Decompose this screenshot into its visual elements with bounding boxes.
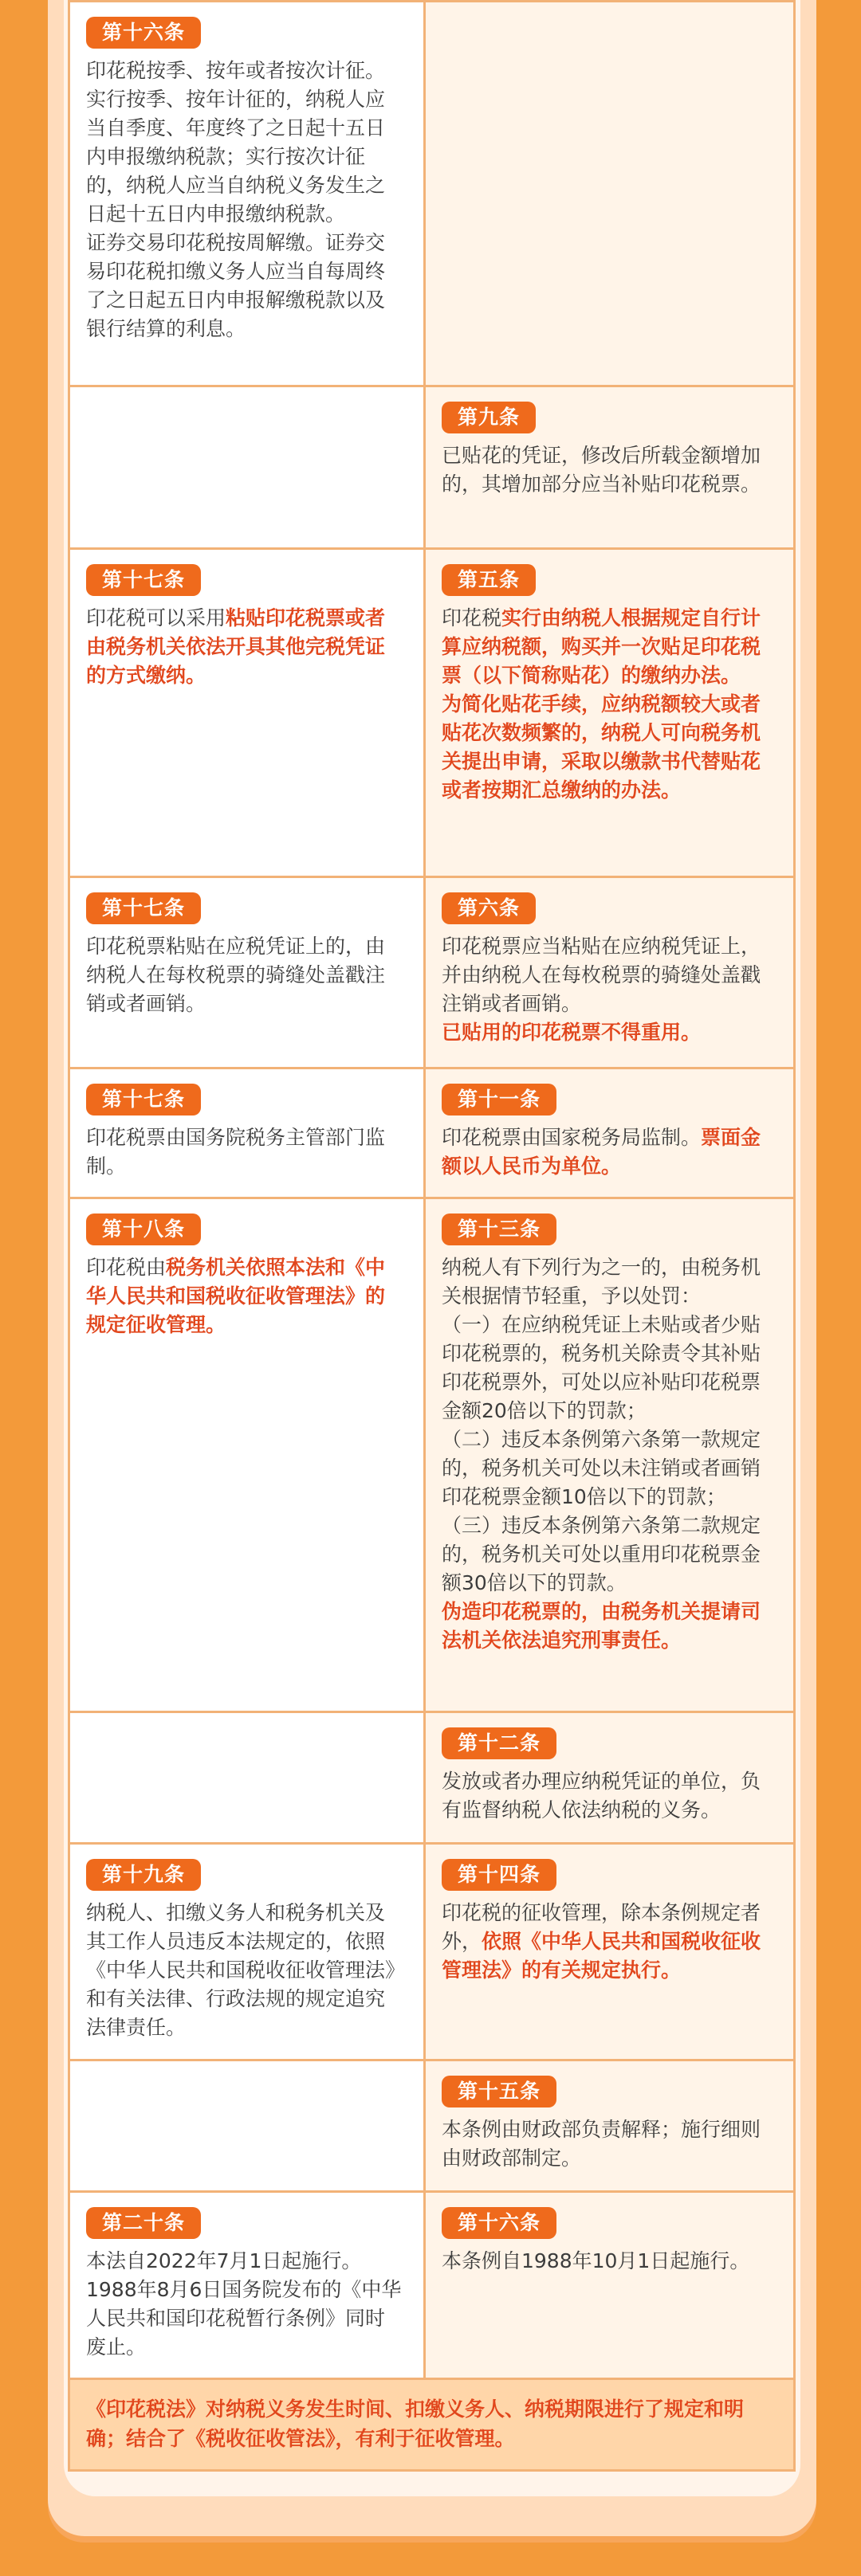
text-plain: 印花税的征收管理，除本条例规定者外， bbox=[442, 1901, 761, 1953]
summary-note: 《印花税法》对纳税义务发生时间、扣缴义务人、纳税期限进行了规定和明确；结合了《税收征收管法》，有利于征收管理。 bbox=[69, 2379, 795, 2471]
text-highlight: 依照《中华人民共和国税收征收管理法》的有关规定执行。 bbox=[442, 1930, 761, 1982]
old-regulation-cell bbox=[425, 1844, 795, 2060]
article-text: 已贴花的凭证，修改后所载金额增加的，其增加部分应当补贴印花税票。 bbox=[442, 444, 761, 496]
text-plain: 印花税由 bbox=[86, 1256, 167, 1279]
new-law-cell bbox=[69, 1068, 425, 1198]
article-text: 纳税人有下列行为之一的，由税务机关根据情节轻重，予以处罚： bbox=[442, 1256, 761, 1308]
text-highlight: 粘贴印花税票或者由税务机关依法开具其他完税凭证的方式缴纳。 bbox=[86, 606, 386, 687]
article-text: 本法自2022年7月1日起施行。1988年8月6日国务院发布的《中华人民共和国印花税暂行条例》同时废止。 bbox=[86, 2249, 402, 2358]
summary-row bbox=[69, 2379, 795, 2471]
article-badge: 第九条 bbox=[442, 402, 536, 433]
article-text bbox=[442, 1899, 774, 1985]
article-text: 印花税票应当粘贴在应纳税凭证上，并由纳税人在每枚税票的骑缝处盖戳注销或者画销。 bbox=[442, 935, 761, 1015]
old-regulation-cell bbox=[425, 2, 795, 386]
text-plain: 印花税可以采用 bbox=[86, 606, 226, 629]
article-badge: 第十七条 bbox=[86, 1084, 201, 1115]
table-row bbox=[69, 1198, 795, 1712]
article-badge: 第十一条 bbox=[442, 1084, 556, 1115]
old-regulation-cell bbox=[425, 386, 795, 549]
article-text bbox=[86, 604, 404, 690]
article-badge: 第十五条 bbox=[442, 2076, 556, 2107]
table-row bbox=[69, 1844, 795, 2060]
article-text bbox=[86, 1253, 404, 1339]
article-text: 证券交易印花税按周解缴。证券交易印花税扣缴义务人应当自每周终了之日起五日内申报解缴税款以及银行结算的利息。 bbox=[86, 231, 386, 340]
article-text: 印花税按季、按年或者按次计征。实行按季、按年计征的，纳税人应当自季度、年度终了之日起十五日内申报缴纳税款；实行按次计征的，纳税人应当自纳税义务发生之日起十五日内申报缴纳税款。 bbox=[86, 59, 386, 225]
article-badge: 第十九条 bbox=[86, 1859, 201, 1891]
table-row bbox=[69, 2192, 795, 2379]
old-regulation-cell bbox=[425, 1712, 795, 1844]
text-highlight: 伪造印花税票的，由税务机关提请司法机关依法追究刑事责任。 bbox=[442, 1600, 761, 1652]
new-law-cell bbox=[69, 2, 425, 386]
text-plain: 印花税票由国家税务局监制。 bbox=[442, 1126, 702, 1149]
article-text: （一）在应纳税凭证上未贴或者少贴印花税票的，税务机关除责令其补贴印花税票外，可处以应补贴印花税票金额20倍以下的罚款； bbox=[442, 1313, 761, 1422]
old-regulation-cell bbox=[425, 1198, 795, 1712]
new-law-cell bbox=[69, 2192, 425, 2379]
article-text bbox=[442, 1123, 774, 1181]
table-row bbox=[69, 2060, 795, 2192]
old-regulation-cell bbox=[425, 549, 795, 877]
table-row bbox=[69, 877, 795, 1068]
article-text: 印花税票粘贴在应税凭证上的，由纳税人在每枚税票的骑缝处盖戳注销或者画销。 bbox=[86, 935, 386, 1015]
text-highlight: 税务机关依照本法和《中华人民共和国税收征收管理法》的规定征收管理。 bbox=[86, 1256, 386, 1336]
new-law-cell bbox=[69, 2060, 425, 2192]
article-text: 纳税人、扣缴义务人和税务机关及其工作人员违反本法规定的，依照《中华人民共和国税收征收管理法》和有关法律、行政法规的规定追究法律责任。 bbox=[86, 1901, 395, 2039]
article-text: 发放或者办理应纳税凭证的单位，负有监督纳税人依法纳税的义务。 bbox=[442, 1770, 761, 1821]
old-regulation-cell bbox=[425, 2192, 795, 2379]
article-badge: 第五条 bbox=[442, 564, 536, 596]
old-regulation-cell bbox=[425, 2060, 795, 2192]
new-law-cell bbox=[69, 1844, 425, 2060]
text-highlight: 票面金额以人民币为单位。 bbox=[442, 1126, 761, 1178]
text-highlight: 为简化贴花手续，应纳税额较大或者贴花次数频繁的，纳税人可向税务机关提出申请，采取以缴款书代替贴花或者按期汇总缴纳的办法。 bbox=[442, 692, 761, 802]
article-badge: 第十六条 bbox=[86, 17, 201, 49]
article-text: 本条例自1988年10月1日起施行。 bbox=[442, 2249, 750, 2272]
article-badge: 第二十条 bbox=[86, 2207, 201, 2239]
text-plain: 印花税 bbox=[442, 606, 502, 629]
article-text: 印花税票由国务院税务主管部门监制。 bbox=[86, 1126, 386, 1178]
table-row bbox=[69, 2, 795, 386]
old-regulation-cell bbox=[425, 877, 795, 1068]
table-row bbox=[69, 549, 795, 877]
article-badge: 第十三条 bbox=[442, 1214, 556, 1245]
article-badge: 第十七条 bbox=[86, 892, 201, 924]
text-highlight: 已贴用的印花税票不得重用。 bbox=[442, 1021, 702, 1044]
new-law-cell bbox=[69, 877, 425, 1068]
table-row bbox=[69, 1712, 795, 1844]
article-text: （三）违反本条例第六条第二款规定的，税务机关可处以重用印花税票金额30倍以下的罚款。 bbox=[442, 1514, 761, 1594]
article-badge: 第六条 bbox=[442, 892, 536, 924]
article-text: 本条例由财政部负责解释；施行细则由财政部制定。 bbox=[442, 2118, 761, 2170]
new-law-cell bbox=[69, 1712, 425, 1844]
new-law-cell bbox=[69, 549, 425, 877]
table-row bbox=[69, 386, 795, 549]
table-row bbox=[69, 1068, 795, 1198]
article-text bbox=[442, 604, 774, 805]
article-badge: 第十七条 bbox=[86, 564, 201, 596]
text-highlight: 实行由纳税人根据规定自行计算应纳税额，购买并一次贴足印花税票（以下简称贴花）的缴纳办法。 bbox=[442, 606, 761, 687]
article-badge: 第十四条 bbox=[442, 1859, 556, 1891]
comparison-table bbox=[68, 0, 796, 2472]
article-badge: 第十二条 bbox=[442, 1727, 556, 1759]
article-text: （二）违反本条例第六条第一款规定的，税务机关可处以未注销或者画销印花税票金额10倍以下的罚款； bbox=[442, 1428, 761, 1508]
article-badge: 第十六条 bbox=[442, 2207, 556, 2239]
new-law-cell bbox=[69, 1198, 425, 1712]
old-regulation-cell bbox=[425, 1068, 795, 1198]
new-law-cell bbox=[69, 386, 425, 549]
article-badge: 第十八条 bbox=[86, 1214, 201, 1245]
